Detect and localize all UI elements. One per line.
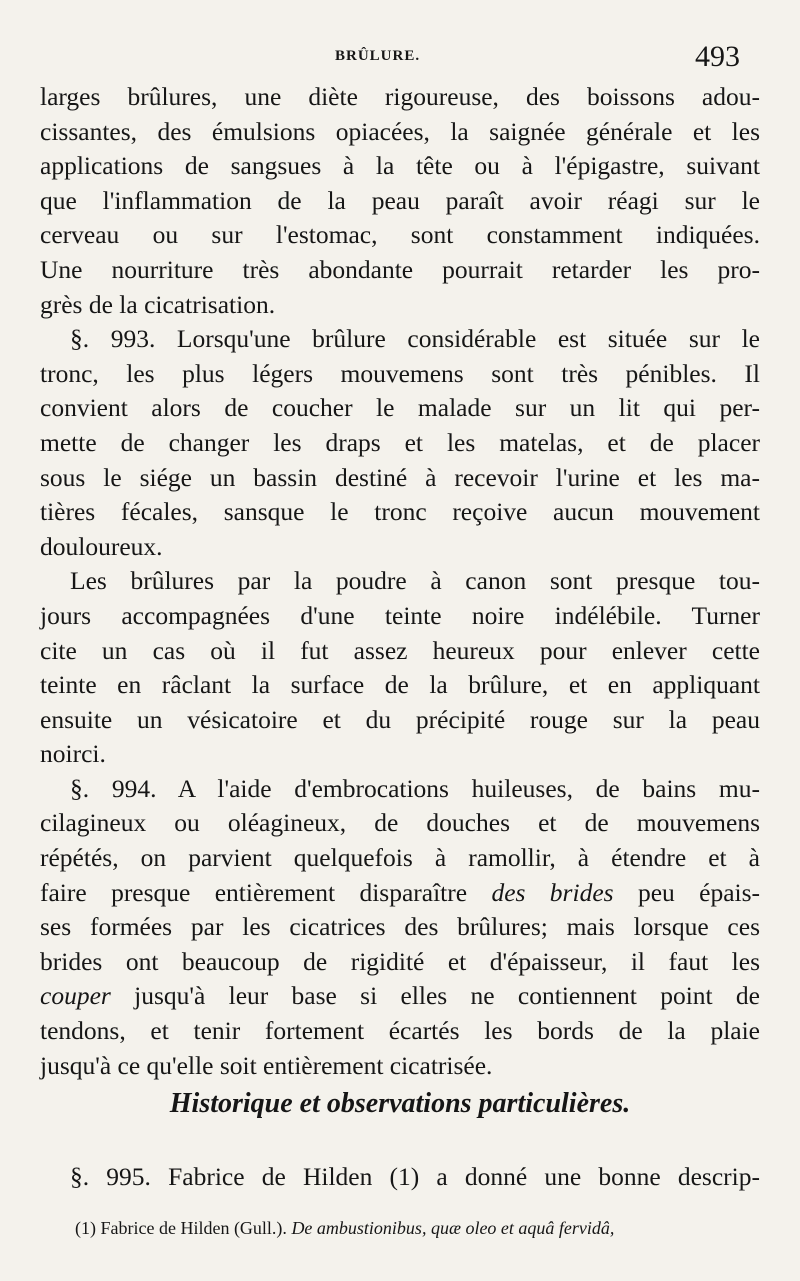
text-line bbox=[40, 979, 760, 1014]
text-line: Une nourriture très abondante pourrait retarder les pro- bbox=[40, 254, 760, 284]
text-line: noirci. bbox=[40, 739, 106, 769]
text-line: Les brûlures par la poudre à canon sont presque tou- bbox=[70, 566, 760, 596]
page-header bbox=[0, 40, 800, 80]
text-line: teinte en râclant la surface de la brûlure, et en appliquant bbox=[40, 670, 760, 700]
text-line: §. 995. Fabrice de Hilden (1) a donné une bonne descrip- bbox=[70, 1162, 760, 1191]
text-segment: faire presque entièrement disparaître bbox=[40, 877, 468, 907]
text-line: mette de changer les draps et les matelas, et de placer bbox=[40, 427, 760, 457]
page-number: 493 bbox=[695, 40, 740, 73]
text-line: tières fécales, sansque le tronc reçoive aucun mouvement bbox=[40, 497, 760, 527]
text-line: brides ont beaucoup de rigidité et d'épaisseur, il faut les bbox=[40, 946, 760, 976]
footnote bbox=[40, 1218, 760, 1239]
text-line: jusqu'à ce qu'elle soit entièrement cicatrisée. bbox=[40, 1050, 493, 1080]
text-line bbox=[40, 876, 760, 911]
text-line: tendons, et tenir fortement écartés les bords de la plaie bbox=[40, 1016, 760, 1046]
text-line: larges brûlures, une diète rigoureuse, des boissons adou- bbox=[40, 82, 760, 111]
text-line: douloureux. bbox=[40, 531, 163, 561]
text-line: cissantes, des émulsions opiacées, la saignée générale et les bbox=[40, 116, 760, 146]
section-heading: Historique et observations particulières. bbox=[169, 1088, 631, 1119]
text-line: jours accompagnées d'une teinte noire indélébile. Turner bbox=[40, 600, 760, 630]
footnote-title: De ambustionibus, quæ oleo et aquâ fervidâ, bbox=[291, 1218, 615, 1238]
running-head: BRÛLURE. bbox=[335, 48, 421, 64]
text-line: cerveau ou sur l'estomac, sont constamment indiquées. bbox=[40, 220, 760, 250]
body-text bbox=[40, 80, 760, 1083]
italic-term: des brides bbox=[491, 877, 614, 907]
text-segment: jusqu'à leur base si elles ne contiennent point de bbox=[134, 981, 760, 1011]
text-segment: peu épais- bbox=[637, 877, 761, 907]
italic-term: couper bbox=[40, 981, 111, 1011]
text-line: cite un cas où il fut assez heureux pour enlever cette bbox=[40, 635, 760, 665]
text-line: ensuite un vésicatoire et du précipité rouge sur la peau bbox=[40, 704, 760, 734]
text-line: applications de sangsues à la tête ou à l'épigastre, suivant bbox=[40, 151, 760, 181]
text-line: ses formées par les cicatrices des brûlures; mais lorsque ces bbox=[40, 912, 760, 942]
text-line: sous le siége un bassin destiné à recevoir l'urine et les ma- bbox=[40, 462, 760, 492]
text-line: que l'inflammation de la peau paraît avoir réagi sur le bbox=[40, 185, 760, 215]
text-line: §. 994. A l'aide d'embrocations huileuses, de bains mu- bbox=[70, 773, 760, 803]
text-line: tronc, les plus légers mouvemens sont très pénibles. Il bbox=[40, 358, 760, 388]
text-line: convient alors de coucher le malade sur un lit qui per- bbox=[40, 393, 760, 423]
footnote-reference: (1) Fabrice de Hilden (Gull.). bbox=[75, 1218, 287, 1238]
text-line: grès de la cicatrisation. bbox=[40, 289, 276, 319]
text-line: répétés, on parvient quelquefois à ramollir, à étendre et à bbox=[40, 843, 760, 873]
text-line: §. 993. Lorsqu'une brûlure considérable est située sur le bbox=[70, 324, 760, 354]
text-line: cilagineux ou oléagineux, de douches et de mouvemens bbox=[40, 808, 760, 838]
